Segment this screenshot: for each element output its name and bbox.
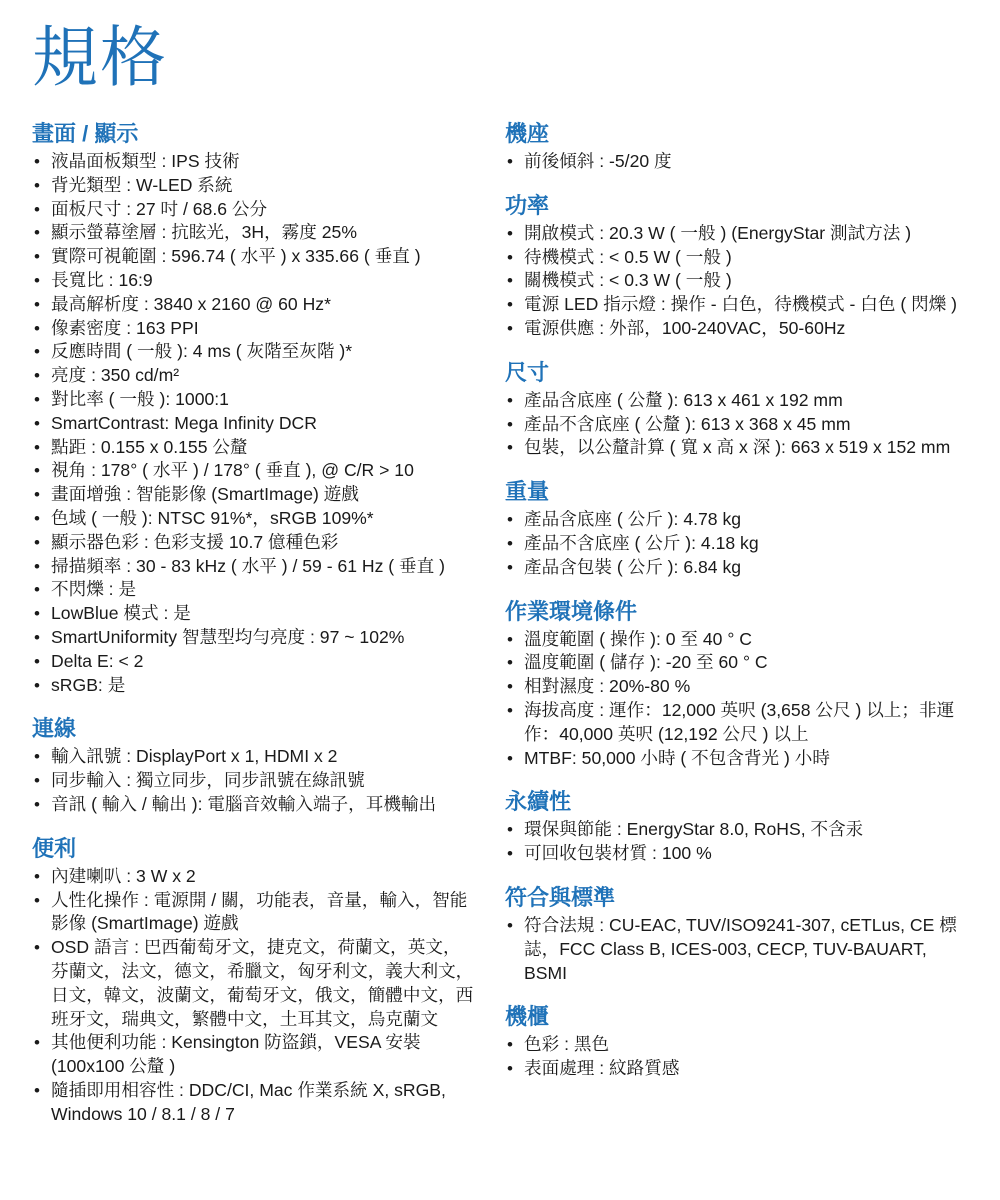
spec-text: 表面處理 : 紋路質感 [524, 1058, 680, 1079]
spec-item [32, 317, 477, 341]
bullet-icon: • [34, 627, 40, 647]
spec-item [505, 150, 960, 174]
spec-item [32, 174, 477, 198]
spec-text: 產品含底座 ( 公斤 ): 4.78 kg [524, 509, 742, 530]
spec-text: sRGB: 是 [51, 674, 126, 695]
spec-text: 可回收包裝材質 : 100 % [524, 843, 712, 864]
spec-text: 溫度範圍 ( 儲存 ): -20 至 60 ° C [524, 652, 768, 673]
bullet-icon: • [34, 485, 40, 505]
bullet-icon: • [507, 748, 513, 768]
spec-text: 前後傾斜 : -5/20 度 [524, 151, 672, 171]
bullet-icon: • [34, 771, 40, 791]
spec-list [505, 508, 960, 579]
spec-text: 掃描頻率 : 30 - 83 kHz ( 水平 ) / 59 - 61 Hz ( 垂直 ) [51, 555, 445, 576]
section-title: 連線 [32, 716, 77, 742]
right-column [505, 120, 960, 1099]
spec-text: 相對濕度 : 20%-80 % [524, 676, 691, 697]
spec-section [505, 598, 960, 771]
spec-item [32, 245, 477, 269]
bullet-icon: • [34, 794, 40, 814]
bullet-icon: • [34, 152, 40, 171]
bullet-icon: • [34, 247, 40, 267]
bullet-icon: • [34, 437, 40, 457]
spec-list [505, 222, 960, 341]
spec-section [505, 120, 960, 174]
spec-text: 同步輸入 : 獨立同步，同步訊號在綠訊號 [51, 770, 365, 791]
spec-list [505, 389, 960, 460]
bullet-icon: • [34, 318, 40, 338]
bullet-icon: • [34, 342, 40, 362]
spec-list [32, 150, 477, 697]
bullet-icon: • [34, 604, 40, 624]
spec-item [32, 769, 477, 793]
spec-text: 顯示器色彩 : 色彩支援 10.7 億種色彩 [51, 531, 339, 552]
spec-text: 關機模式 : < 0.3 W ( 一般 ) [524, 270, 732, 291]
bullet-icon: • [34, 675, 40, 695]
spec-text: 視角 : 178° ( 水平 ) / 178° ( 垂直 ), @ C/R > 10 [51, 460, 414, 481]
bullet-icon: • [34, 747, 40, 767]
spec-text: 開啟模式 : 20.3 W ( 一般 ) (EnergyStar 測試方法 ) [524, 222, 912, 243]
spec-item [32, 650, 477, 674]
spec-text: 待機模式 : < 0.5 W ( 一般 ) [524, 246, 732, 267]
spec-text: 其他便利功能 : Kensington 防盜鎖，VESA 安裝 (100x100 公釐 ) [51, 1032, 421, 1077]
spec-item [32, 483, 477, 507]
spec-text: Delta E: < 2 [51, 650, 144, 671]
bullet-icon: • [507, 677, 513, 697]
bullet-icon: • [34, 413, 40, 433]
bullet-icon: • [34, 890, 40, 910]
bullet-icon: • [34, 223, 40, 243]
spec-text: 色彩 : 黑色 [524, 1034, 610, 1055]
spec-list [505, 150, 960, 174]
bullet-icon: • [507, 653, 513, 673]
spec-item [32, 578, 477, 602]
page-title: 規格 [32, 19, 168, 96]
spec-text: 產品含底座 ( 公釐 ): 613 x 461 x 192 mm [524, 389, 843, 410]
section-title: 便利 [32, 835, 77, 861]
spec-text: 電源 LED 指示燈 : 操作 - 白色，待機模式 - 白色 ( 閃爍 ) [524, 294, 958, 315]
spec-item [505, 222, 960, 246]
bullet-icon: • [507, 820, 513, 840]
section-title: 畫面 / 顯示 [32, 121, 139, 146]
spec-item [32, 745, 477, 769]
bullet-icon: • [507, 223, 513, 243]
spec-item [32, 198, 477, 222]
spec-item [32, 865, 477, 889]
spec-text: 實際可視範圍 : 596.74 ( 水平 ) x 335.66 ( 垂直 ) [51, 246, 421, 267]
bullet-icon: • [507, 533, 513, 553]
bullet-icon: • [507, 152, 513, 171]
spec-item [32, 793, 477, 817]
bullet-icon: • [507, 510, 513, 530]
spec-section [505, 192, 960, 341]
spec-text: 點距 : 0.155 x 0.155 公釐 [51, 436, 248, 457]
spec-item [32, 436, 477, 460]
spec-item [32, 412, 477, 436]
bullet-icon: • [34, 580, 40, 600]
spec-item [32, 674, 477, 698]
bullet-icon: • [34, 866, 40, 886]
spec-text: 長寬比 : 16:9 [51, 269, 153, 290]
bullet-icon: • [507, 318, 513, 338]
spec-item [32, 626, 477, 650]
spec-text: 產品不含底座 ( 公斤 ): 4.18 kg [524, 532, 759, 553]
bullet-icon: • [507, 271, 513, 291]
bullet-icon: • [507, 700, 513, 720]
spec-text: 電源供應 : 外部，100-240VAC，50-60Hz [524, 317, 846, 338]
spec-item [505, 914, 960, 985]
bullet-icon: • [507, 1059, 513, 1079]
spec-list [505, 914, 960, 985]
left-column [32, 120, 477, 1144]
bullet-icon: • [507, 1035, 513, 1055]
bullet-icon: • [34, 366, 40, 386]
spec-text: SmartUniformity 智慧型均勻亮度 : 97 ~ 102% [51, 626, 405, 647]
bullet-icon: • [507, 295, 513, 315]
spec-section [505, 884, 960, 985]
spec-text: 反應時間 ( 一般 ): 4 ms ( 灰階至灰階 )* [51, 341, 353, 362]
spec-item [32, 388, 477, 412]
spec-item [505, 1033, 960, 1057]
spec-item [505, 246, 960, 270]
spec-section [505, 1003, 960, 1081]
spec-text: 隨插即用相容性 : DDC/CI, Mac 作業系統 X, sRGB, Windows 10 / 8.1 / 8 / 7 [51, 1079, 446, 1124]
spec-text: 內建喇叭 : 3 W x 2 [51, 865, 196, 886]
spec-list [32, 865, 477, 1127]
section-title: 作業環境條件 [505, 598, 638, 624]
spec-list [505, 1033, 960, 1081]
bullet-icon: • [34, 294, 40, 314]
spec-text: 產品含包裝 ( 公斤 ): 6.84 kg [524, 556, 742, 577]
spec-list [505, 818, 960, 866]
spec-item [505, 269, 960, 293]
spec-item [505, 651, 960, 675]
spec-text: 像素密度 : 163 PPI [51, 317, 199, 338]
spec-item [32, 269, 477, 293]
spec-text: 亮度 : 350 cd/m² [51, 365, 180, 386]
spec-item [505, 842, 960, 866]
bullet-icon: • [507, 438, 513, 458]
spec-item [32, 555, 477, 579]
bullet-icon: • [34, 175, 40, 195]
spec-section [505, 359, 960, 460]
bullet-icon: • [34, 556, 40, 576]
bullet-icon: • [34, 1080, 40, 1100]
spec-item [505, 413, 960, 437]
spec-item [505, 628, 960, 652]
spec-item [505, 556, 960, 580]
bullet-icon: • [507, 844, 513, 864]
spec-text: LowBlue 模式 : 是 [51, 603, 191, 624]
spec-item [32, 889, 477, 937]
section-title: 機座 [505, 121, 550, 146]
spec-item [505, 818, 960, 842]
section-title: 永續性 [505, 789, 572, 815]
spec-text: SmartContrast: Mega Infinity DCR [51, 412, 317, 433]
spec-item [505, 436, 960, 460]
spec-text: 音訊 ( 輸入 / 輸出 ): 電腦音效輸入端子，耳機輸出 [51, 793, 437, 814]
spec-text: 液晶面板類型 : IPS 技術 [51, 151, 240, 171]
spec-text: 輸入訊號 : DisplayPort x 1, HDMI x 2 [51, 746, 338, 767]
bullet-icon: • [507, 557, 513, 577]
bullet-icon: • [34, 389, 40, 409]
spec-item [505, 508, 960, 532]
bullet-icon: • [507, 915, 513, 935]
section-title: 機櫃 [505, 1004, 550, 1030]
bullet-icon: • [507, 629, 513, 649]
spec-item [505, 1057, 960, 1081]
spec-text: MTBF: 50,000 小時 ( 不包含背光 ) 小時 [524, 747, 830, 768]
spec-list [505, 628, 960, 771]
spec-item [505, 532, 960, 556]
spec-text: 最高解析度 : 3840 x 2160 @ 60 Hz* [51, 293, 331, 314]
spec-item [32, 221, 477, 245]
bullet-icon: • [34, 651, 40, 671]
bullet-icon: • [34, 199, 40, 219]
bullet-icon: • [507, 247, 513, 267]
spec-text: 產品不含底座 ( 公釐 ): 613 x 368 x 45 mm [524, 413, 851, 434]
spec-item [505, 747, 960, 771]
spec-text: OSD 語言 : 巴西葡萄牙文，捷克文，荷蘭文，英文，芬蘭文，法文，德文，希臘文，匈牙利文，義大利文，日文，韓文，波蘭文，葡萄牙文，俄文，簡體中文，西班牙文，瑞典文，繁體中文，土耳其文，烏克蘭文 [51, 937, 474, 1029]
spec-item [505, 699, 960, 747]
bullet-icon: • [34, 461, 40, 481]
bullet-icon: • [34, 938, 40, 958]
section-title: 符合與標準 [505, 884, 616, 910]
spec-text: 色域 ( 一般 ): NTSC 91%*，sRGB 109%* [51, 507, 374, 528]
spec-section [505, 478, 960, 579]
section-title: 尺寸 [505, 359, 550, 385]
spec-text: 海拔高度 : 運作：12,000 英呎 (3,658 公尺 ) 以上；非運作：40,000 英呎 (12,192 公尺 ) 以上 [524, 699, 955, 744]
spec-text: 顯示螢幕塗層 : 抗眩光，3H，霧度 25% [51, 222, 357, 243]
spec-item [32, 293, 477, 317]
spec-item [32, 1031, 477, 1079]
bullet-icon: • [34, 532, 40, 552]
spec-item [505, 317, 960, 341]
bullet-icon: • [507, 414, 513, 434]
spec-section [32, 120, 477, 697]
spec-item [32, 364, 477, 388]
bullet-icon: • [34, 508, 40, 528]
spec-text: 溫度範圍 ( 操作 ): 0 至 40 ° C [524, 628, 752, 649]
bullet-icon: • [34, 270, 40, 290]
spec-text: 包裝，以公釐計算 ( 寬 x 高 x 深 ): 663 x 519 x 152 mm [524, 437, 951, 458]
spec-text: 不閃爍 : 是 [51, 579, 137, 600]
spec-section [32, 715, 477, 816]
spec-item [32, 340, 477, 364]
spec-list [32, 745, 477, 816]
spec-text: 對比率 ( 一般 ): 1000:1 [51, 388, 229, 409]
spec-section [32, 835, 477, 1127]
spec-item [505, 389, 960, 413]
spec-item [32, 507, 477, 531]
spec-item [32, 602, 477, 626]
spec-text: 畫面增強 : 智能影像 (SmartImage) 遊戲 [51, 484, 359, 505]
spec-item [32, 150, 477, 174]
spec-item [505, 293, 960, 317]
spec-item [32, 459, 477, 483]
spec-item [32, 1079, 477, 1127]
bullet-icon: • [507, 390, 513, 410]
spec-text: 面板尺寸 : 27 吋 / 68.6 公分 [51, 198, 268, 219]
spec-text: 符合法規 : CU-EAC, TUV/ISO9241-307, cETLus, CE 標誌，FCC Class B, ICES-003, CECP, TUV-BAUART, BSMI [524, 914, 957, 983]
spec-item [505, 675, 960, 699]
spec-text: 環保與節能 : EnergyStar 8.0, RoHS, 不含汞 [524, 819, 864, 840]
spec-text: 人性化操作 : 電源開 / 關，功能表，音量，輸入，智能影像 (SmartImage) 遊戲 [51, 889, 468, 934]
section-title: 功率 [505, 192, 550, 218]
section-title: 重量 [505, 479, 550, 505]
spec-section [505, 788, 960, 866]
spec-text: 背光類型 : W-LED 系統 [51, 174, 233, 195]
spec-item [32, 936, 477, 1031]
spec-item [32, 531, 477, 555]
bullet-icon: • [34, 1033, 40, 1053]
